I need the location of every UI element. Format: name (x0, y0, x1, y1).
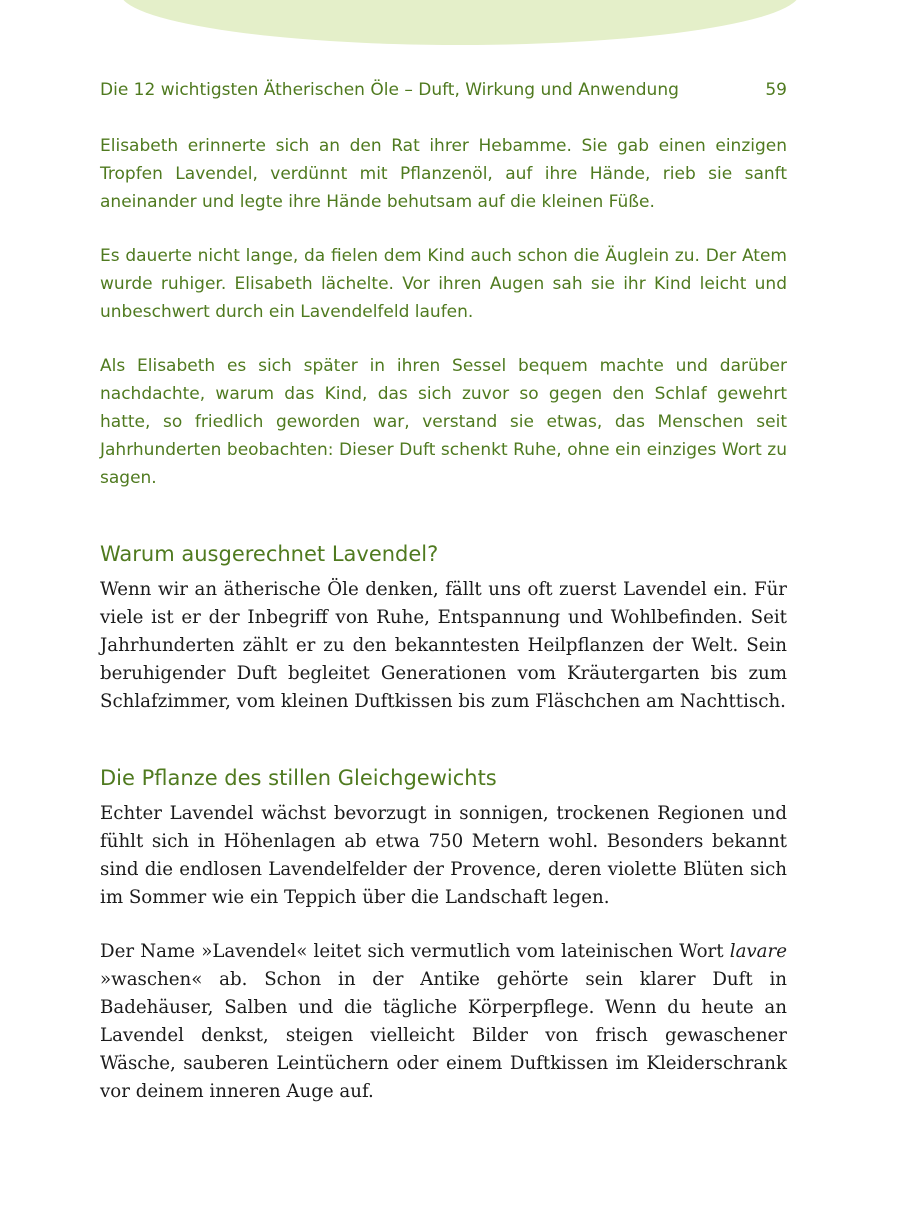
story-block (100, 132, 787, 492)
section-heading-warum-lavendel: Warum ausgerechnet Lavendel? (100, 542, 439, 566)
page-content (100, 132, 787, 1106)
text-run: Der Name »Lavendel« leitet sich vermutlich vom lateinischen Wort (100, 941, 730, 962)
decorative-header-arc (120, 0, 800, 45)
body-paragraph: Wenn wir an ätherische Öle denken, fällt uns oft zuerst Lavendel ein. Für viele ist er der Inbegriff von Ruhe, Entspannung und Wohlbefinden. Seit Jahrhunderten zählt er zu den bekanntesten Heilpflanzen der Welt. Sein beruhigender Duft begleitet Generationen vom Kräutergarten bis zum Schlafzimmer, vom kleinen Duftkissen bis zum Fläschchen am Nachttisch. (100, 579, 787, 712)
running-title: Die 12 wichtigsten Ätherischen Öle – Duft, Wirkung und Anwendung (100, 80, 679, 100)
story-paragraph: Es dauerte nicht lange, da fielen dem Kind auch schon die Äuglein zu. Der Atem wurde ruhiger. Elisabeth lächelte. Vor ihren Augen sah sie ihr Kind leicht und unbeschwert durch ein Lavendelfeld laufen. (100, 246, 787, 322)
running-header (100, 80, 787, 100)
text-run: »waschen« ab. Schon in der Antike gehörte sein klarer Duft in Badehäuser, Salben und die tägliche Körperpflege. Wenn du heute an Lavendel denkst, steigen vielleicht Bilder von frisch gewaschener Wäsche, sauberen Leintüchern oder einem Duftkissen im Kleiderschrank vor deinem inneren Auge auf. (100, 969, 787, 1102)
body-paragraph-name-origin (100, 938, 787, 1106)
section-body-pflanze (100, 800, 787, 1106)
section-body-warum-lavendel (100, 576, 787, 716)
body-paragraph: Echter Lavendel wächst bevorzugt in sonnigen, trockenen Regionen und fühlt sich in Höhenlagen ab etwa 750 Metern wohl. Besonders bekannt sind die endlosen Lavendelfelder der Provence, deren violette Blüten sich im Sommer wie ein Teppich über die Landschaft legen. (100, 803, 787, 908)
page-number: 59 (765, 80, 787, 100)
story-paragraph: Als Elisabeth es sich später in ihren Sessel bequem machte und darüber nachdachte, warum das Kind, das sich zuvor so gegen den Schlaf gewehrt hatte, so friedlich geworden war, verstand sie etwas, das Menschen seit Jahrhunderten beobachten: Dieser Duft schenkt Ruhe, ohne ein einziges Wort zu sagen. (100, 356, 787, 488)
section-heading-pflanze: Die Pflanze des stillen Gleichgewichts (100, 766, 497, 790)
latin-word: lavare (729, 941, 787, 962)
story-paragraph: Elisabeth erinnerte sich an den Rat ihrer Hebamme. Sie gab einen einzigen Tropfen Lavendel, verdünnt mit Pflanzenöl, auf ihre Hände, rieb sie sanft aneinander und legte ihre Hände behutsam auf die kleinen Füße. (100, 136, 787, 212)
